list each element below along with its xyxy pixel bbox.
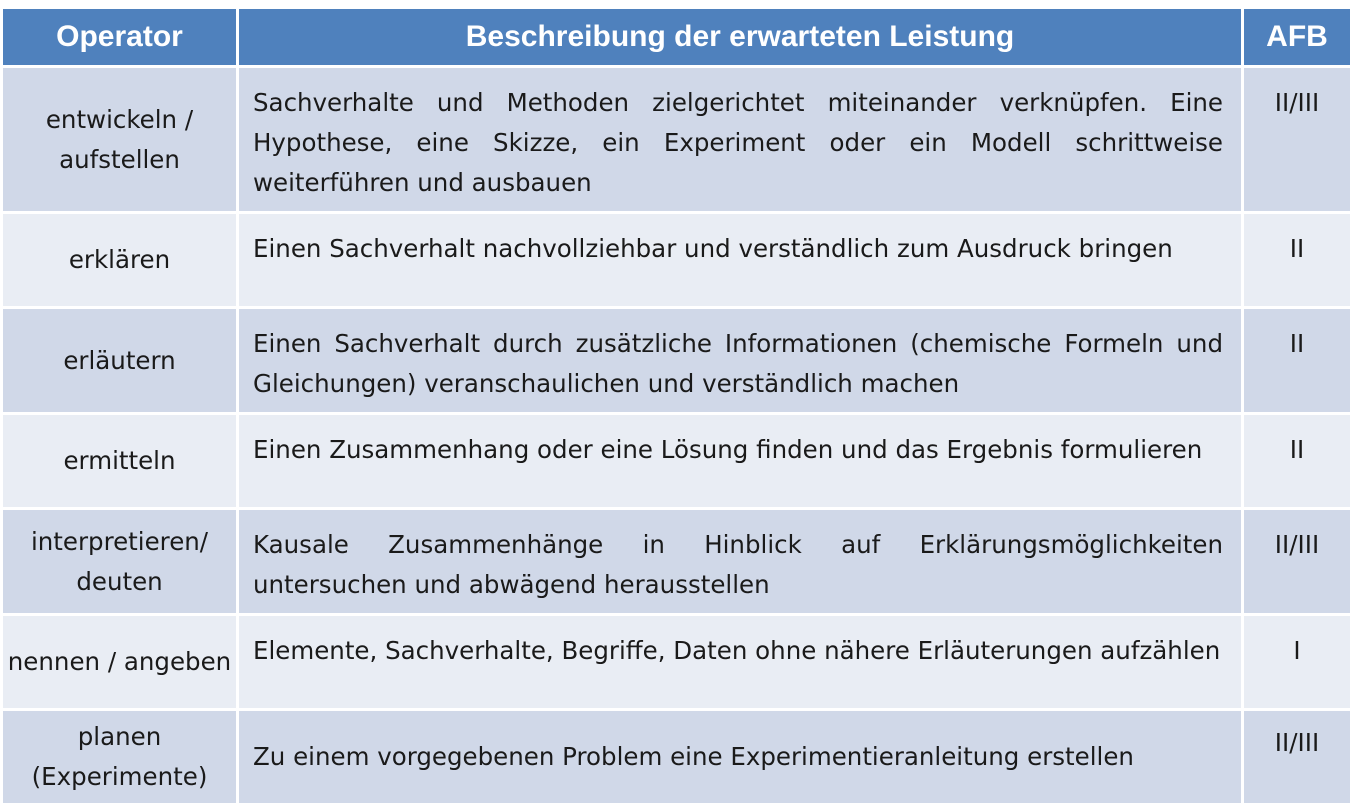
operator-text: entwickeln / aufstellen [45, 104, 194, 174]
afb-cell: II [1244, 214, 1350, 306]
operator-cell: interpretieren/ deuten [3, 510, 236, 613]
header-afb: AFB [1244, 9, 1350, 65]
description-cell: Einen Sachverhalt durch zusätzliche Informationen (chemische Formeln und Gleichungen) veranschaulichen und verständlich machen [239, 309, 1241, 412]
table-row [3, 309, 1350, 412]
description-cell: Einen Zusammenhang oder eine Lösung finden und das Ergebnis formulieren [239, 415, 1241, 507]
description-cell: Einen Sachverhalt nachvollziehbar und verständlich zum Ausdruck bringen [239, 214, 1241, 306]
afb-cell: II/III [1244, 68, 1350, 211]
table-row [3, 510, 1350, 613]
description-cell: Sachverhalte und Methoden zielgerichtet miteinander verknüpfen. Eine Hypothese, eine Skizze, ein Experiment oder ein Modell schrittweise weiterführen und ausbauen [239, 68, 1241, 211]
operator-table [0, 6, 1350, 806]
operator-cell [3, 68, 236, 211]
afb-cell: II [1244, 415, 1350, 507]
header-operator: Operator [3, 9, 236, 65]
description-cell: Zu einem vorgegebenen Problem eine Experimentieranleitung erstellen [239, 711, 1241, 803]
table-row [3, 616, 1350, 708]
afb-cell: II [1244, 309, 1350, 412]
table-row [3, 415, 1350, 507]
operator-cell: ermitteln [3, 415, 236, 507]
operator-cell: erläutern [3, 309, 236, 412]
header-row [3, 9, 1350, 65]
operator-cell: planen (Experimente) [3, 711, 236, 803]
afb-cell: II/III [1244, 510, 1350, 613]
header-description: Beschreibung der erwarteten Leistung [239, 9, 1241, 65]
table-row [3, 711, 1350, 803]
operator-cell: erklären [3, 214, 236, 306]
table-row [3, 68, 1350, 211]
afb-cell: II/III [1244, 711, 1350, 803]
description-cell: Elemente, Sachverhalte, Begriffe, Daten ohne nähere Erläuterungen aufzählen [239, 616, 1241, 708]
description-cell: Kausale Zusammenhänge in Hinblick auf Erklärungsmöglichkeiten untersuchen und abwägend herausstellen [239, 510, 1241, 613]
table-row [3, 214, 1350, 306]
afb-cell: I [1244, 616, 1350, 708]
operator-cell: nennen / angeben [3, 616, 236, 708]
